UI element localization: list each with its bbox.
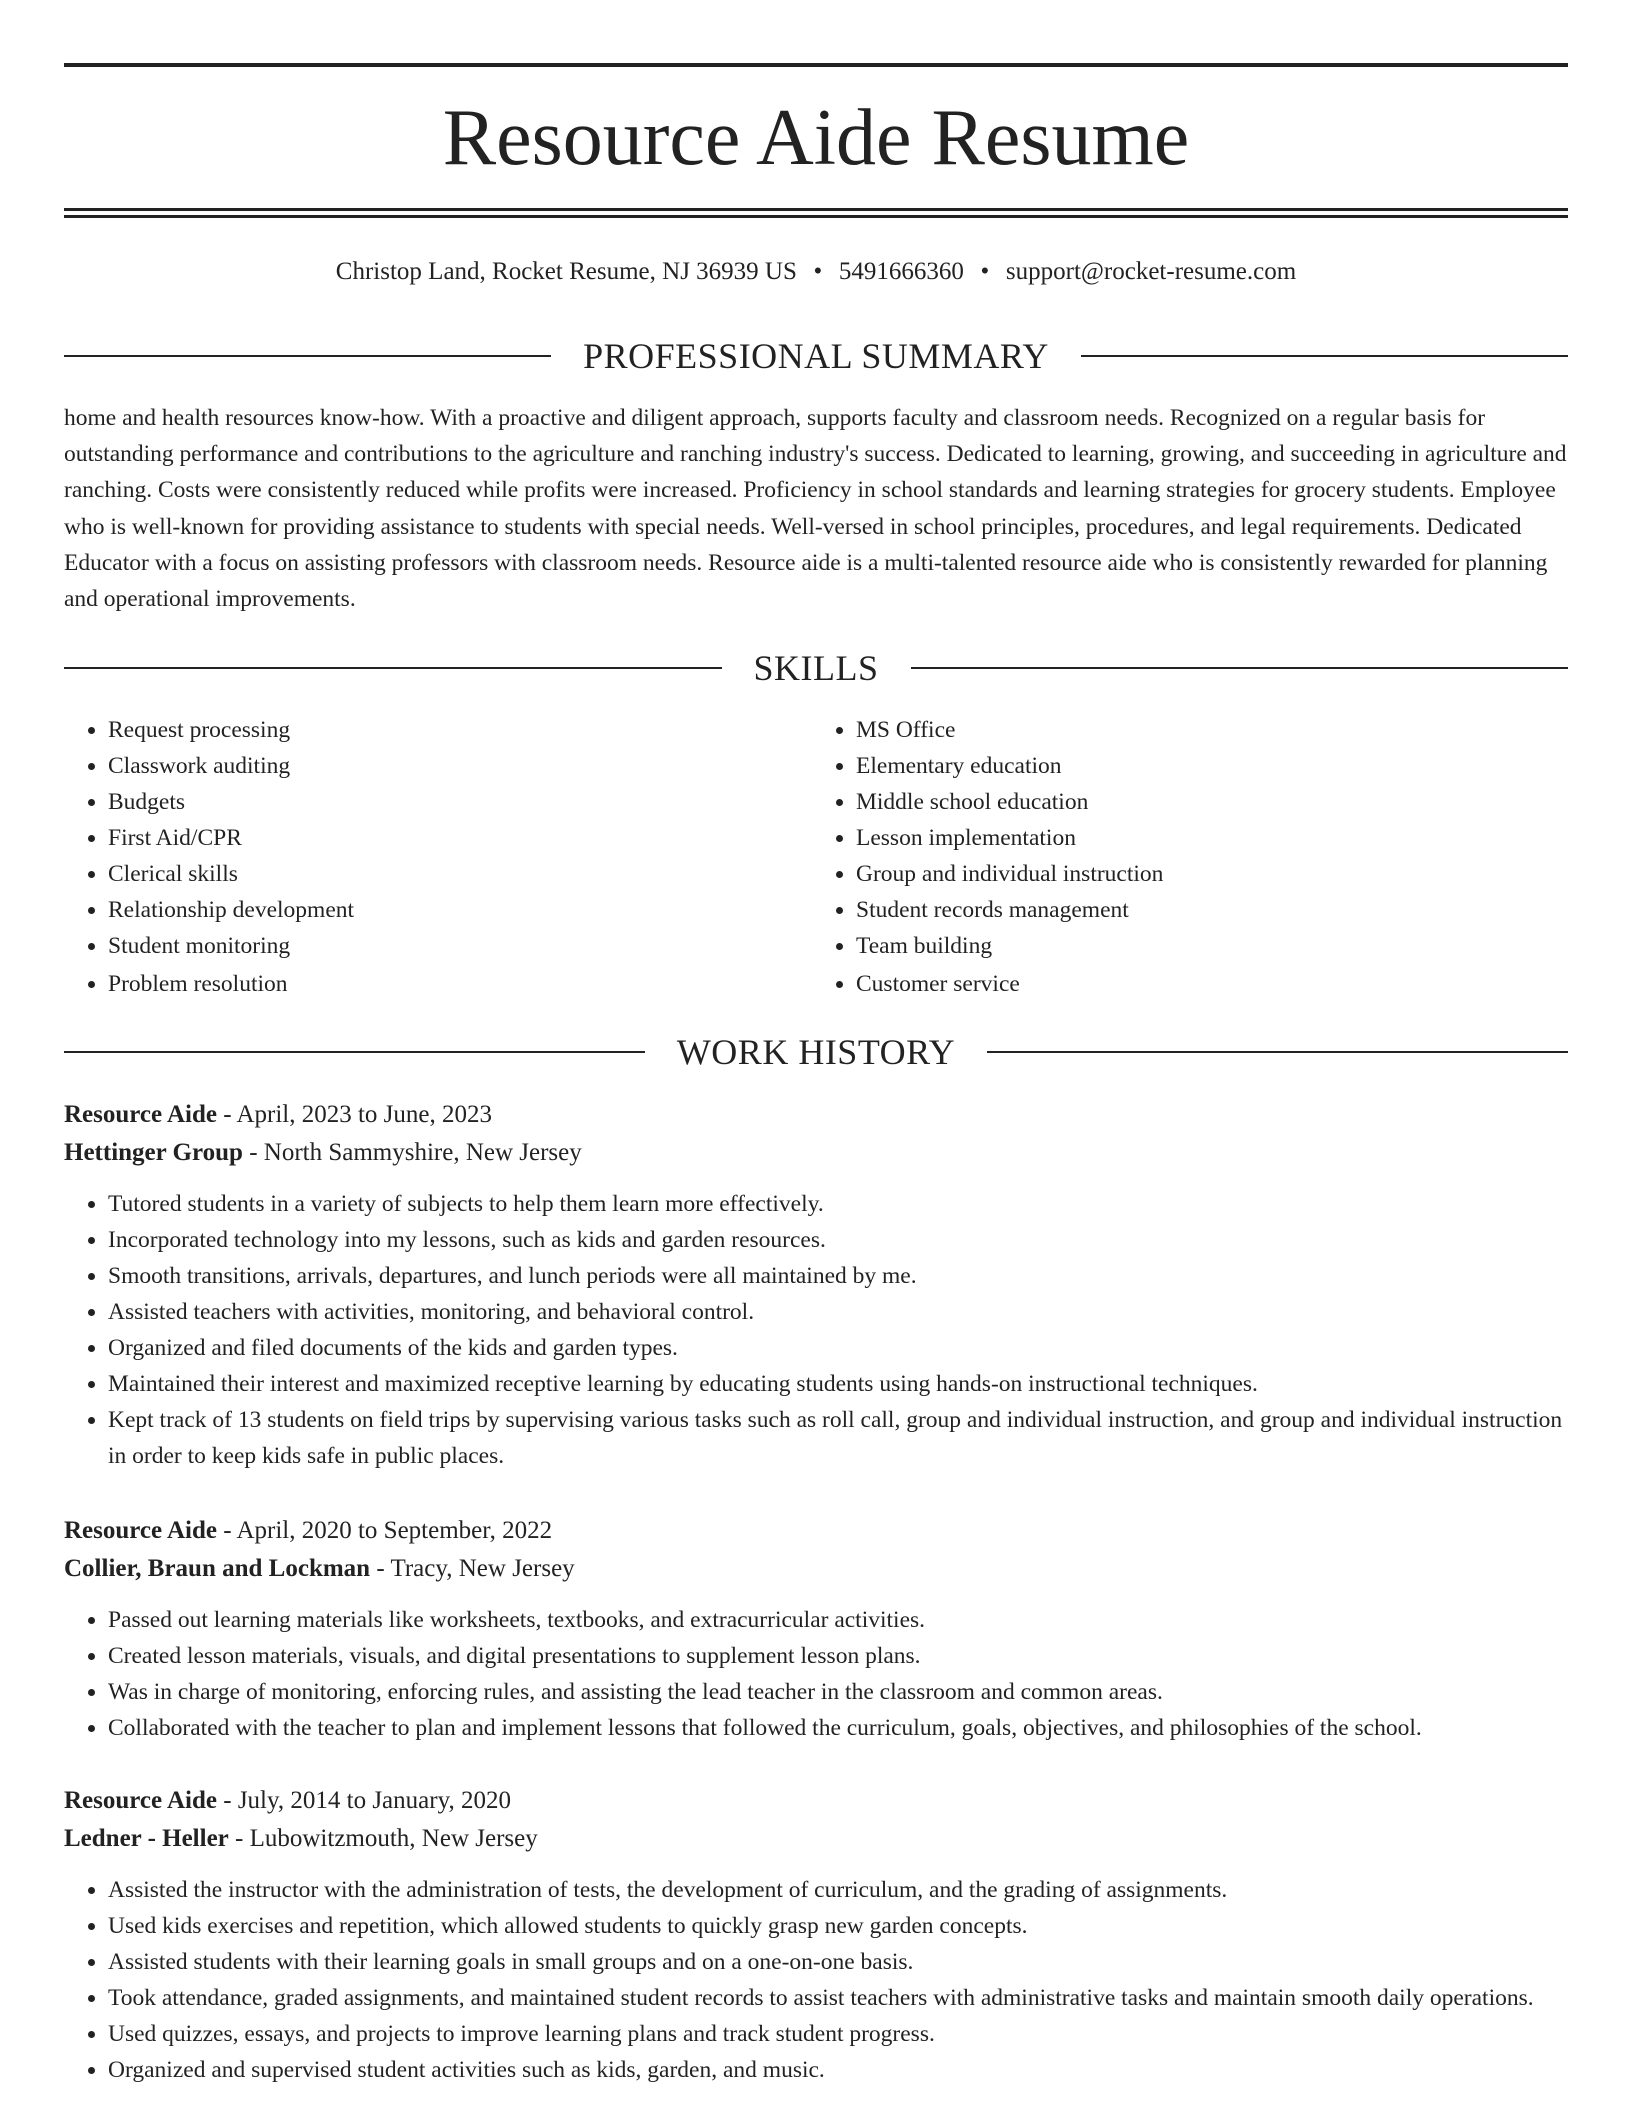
job-company: Ledner - Heller [64,1825,229,1852]
job-bullet: • Took attendance, graded assignments, and maintained student records to assist teachers with administrative tasks and maintain smooth daily operations. [108,1980,1568,2016]
contact-address: Christop Land, Rocket Resume, NJ 36939 US [335,258,797,285]
skill-item: • Customer service [856,964,1554,1004]
title-double-rule [64,208,1568,218]
work-history-heading-label: WORK HISTORY [676,1032,956,1072]
skill-item: • Team building [856,928,1554,964]
job-bullets [64,1602,1568,1746]
heading-rule [1081,355,1568,357]
skill-item: • First Aid/CPR [108,820,806,856]
job-entry [64,1512,1568,1746]
job-bullet: • Used kids exercises and repetition, which allowed students to quickly grasp new garden concepts. [108,1908,1568,1944]
heading-rule [911,667,1569,669]
job-dates: - April, 2023 to June, 2023 [217,1101,492,1128]
contact-phone: 5491666360 [838,258,964,285]
skills-heading [64,646,1568,690]
skill-item: • Classwork auditing [108,748,806,784]
job-bullet: • Collaborated with the teacher to plan and implement lessons that followed the curriculum, goals, objectives, and philosophies of the school. [108,1710,1568,1746]
skill-item: • Request processing [108,712,806,748]
job-company-line [64,1550,1568,1588]
job-bullet: • Smooth transitions, arrivals, departures, and lunch periods were all maintained by me. [108,1258,1568,1294]
job-entry [64,1096,1568,1474]
skill-item: • Student monitoring [108,928,806,964]
skill-item: • Middle school education [856,784,1554,820]
job-bullet: • Incorporated technology into my lessons, such as kids and garden resources. [108,1222,1568,1258]
job-company: Collier, Braun and Lockman [64,1555,371,1582]
job-bullet: • Assisted teachers with activities, monitoring, and behavioral control. [108,1294,1568,1330]
skill-item: • Elementary education [856,748,1554,784]
skill-item: • Clerical skills [108,856,806,892]
job-title-line [64,1512,1568,1550]
skill-item: • Relationship development [108,892,806,928]
job-bullet: • Kept track of 13 students on field trips by supervising various tasks such as roll call, group and individual instruction, and group and individual instruction in order to keep kids safe in public places. [108,1402,1568,1474]
heading-rule [64,1051,645,1053]
job-title: Resource Aide [64,1517,217,1544]
job-bullet: • Tutored students in a variety of subjects to help them learn more effectively. [108,1186,1568,1222]
job-dates: - July, 2014 to January, 2020 [217,1787,511,1814]
heading-rule [987,1051,1568,1053]
skill-item: • Lesson implementation [856,820,1554,856]
work-history-heading [64,1030,1568,1074]
job-entry [64,1782,1568,2088]
job-bullet: • Assisted students with their learning goals in small groups and on a one-on-one basis. [108,1944,1568,1980]
job-bullet: • Organized and filed documents of the kids and garden types. [108,1330,1568,1366]
heading-rule [64,355,551,357]
skill-item: • Group and individual instruction [856,856,1554,892]
contact-email: support@rocket-resume.com [1005,258,1297,285]
job-company-line [64,1134,1568,1172]
job-bullets [64,1872,1568,2088]
skills-column-right [806,712,1554,1004]
job-title: Resource Aide [64,1787,217,1814]
job-location: - Lubowitzmouth, New Jersey [228,1825,538,1852]
heading-rule [64,667,722,669]
skill-item: • Student records management [856,892,1554,928]
job-bullet: • Created lesson materials, visuals, and digital presentations to supplement lesson plans. [108,1638,1568,1674]
skill-item: • MS Office [856,712,1554,748]
job-location: - Tracy, New Jersey [370,1555,575,1582]
skills-column-left [64,712,806,1004]
job-company-line [64,1820,1568,1858]
job-entry [64,1512,1568,1746]
job-title-line [64,1782,1568,1820]
skill-item: • Budgets [108,784,806,820]
job-bullets [64,1186,1568,1474]
job-entry [64,1782,1568,2088]
skill-item: • Problem resolution [108,964,806,1004]
skills-list [64,712,1568,1004]
job-company: Hettinger Group [64,1139,243,1166]
top-rule [64,63,1568,67]
job-title: Resource Aide [64,1101,217,1128]
summary-text: home and health resources know-how. With a proactive and diligent approach, supports faculty and classroom needs. Recognized on a regular basis for outstanding performance and contributions to the agriculture and ranching industry's success. Dedicated to learning, growing, and succeeding in agriculture and ranching. Costs were consistently reduced while profits were increased. Proficiency in school standards and learning strategies for grocery students. Employee who is well-known for providing assistance to students with special needs. Well-versed in school principles, procedures, and legal requirements. Dedicated Educator with a focus on assisting professors with classroom needs. Resource aide is a multi-talented resource aide who is consistently rewarded for planning and operational improvements. [64,405,1567,613]
document-title: Resource Aide Resume [442,94,1190,182]
job-title-line [64,1096,1568,1134]
job-entry [64,1096,1568,1474]
job-bullet: • Was in charge of monitoring, enforcing rules, and assisting the lead teacher in the classroom and common areas. [108,1674,1568,1710]
job-location: - North Sammyshire, New Jersey [242,1139,582,1166]
job-dates: - April, 2020 to September, 2022 [217,1517,553,1544]
job-bullet: • Maintained their interest and maximized receptive learning by educating students using hands-on instructional techniques. [108,1366,1568,1402]
summary-heading [64,334,1568,378]
job-bullet: • Organized and supervised student activities such as kids, garden, and music. [108,2052,1568,2088]
contact-separator: • [980,258,990,285]
job-bullet: • Used quizzes, essays, and projects to improve learning plans and track student progress. [108,2016,1568,2052]
contact-line [64,254,1568,290]
summary-heading-label: PROFESSIONAL SUMMARY [583,336,1049,376]
skills-heading-label: SKILLS [753,648,879,688]
job-bullet: • Passed out learning materials like worksheets, textbooks, and extracurricular activities. [108,1602,1568,1638]
contact-separator: • [813,258,823,285]
job-bullet: • Assisted the instructor with the administration of tests, the development of curriculum, and the grading of assignments. [108,1872,1568,1908]
